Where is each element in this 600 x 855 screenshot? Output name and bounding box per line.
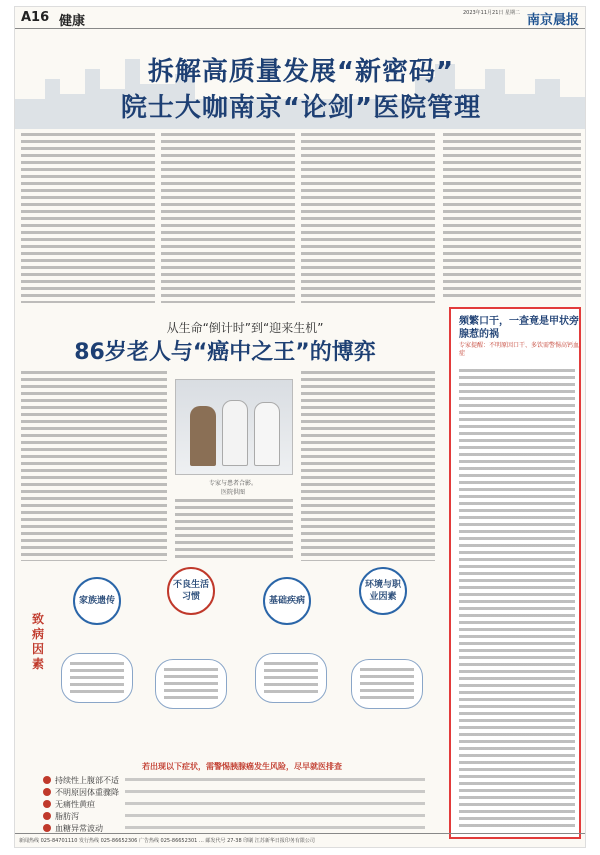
second-story-kicker: 从生命“倒计时”到“迎来生机” [166, 321, 324, 335]
factor-environment-occupation: 环境与职业因素 [359, 567, 407, 615]
issue-date: 2023年11月21日 星期二 [462, 10, 520, 16]
newspaper-logo: 南京晨报 [527, 13, 580, 28]
lead-title-line1: 拆解高质量发展“新密码” [147, 57, 455, 87]
lead-headline [15, 55, 586, 125]
pathogenic-factors-label: 致病因素 [31, 612, 44, 671]
second-article-column-1 [21, 371, 167, 561]
factor-detail-2 [155, 659, 227, 709]
symptom-item: 无痛性黄疸 [43, 798, 441, 810]
symptom-list [43, 774, 441, 834]
factor-detail-3 [255, 653, 327, 703]
factor-underlying-disease: 基础疾病 [263, 577, 311, 625]
second-article-column-3 [301, 371, 435, 561]
page-number: A16 [21, 10, 50, 25]
lead-title-line2: 院士大咖南京“论剑”医院管理 [120, 93, 482, 123]
symptom-item: 脂肪泻 [43, 810, 441, 822]
page-footer: 新闻热线 025-84701110 发行热线 025-86652306 广告热线 025-86652301 … 邮发代号 27-38 印刷 江苏新华日报印务有限公司 [15, 833, 586, 847]
factor-family-heredity: 家族遗传 [73, 577, 121, 625]
patient-doctor-photo [175, 379, 293, 475]
symptom-item: 血糖异常波动 [43, 822, 441, 834]
factor-bad-habits: 不良生活习惯 [167, 567, 215, 615]
newspaper-page [14, 6, 586, 848]
symptom-item: 不明原因体重骤降 [43, 786, 441, 798]
lead-article-column-4 [443, 133, 581, 299]
factor-detail-1 [61, 653, 133, 703]
symptom-item: 持续性上腹部不适 [43, 774, 441, 786]
lead-article-column-3 [301, 133, 435, 303]
symptom-warning-banner: 若出现以下症状，需警惕胰腺癌发生风险，尽早就医排查 [142, 762, 342, 771]
risk-factor-infographic [59, 567, 437, 757]
sidebar-title: 频繁口干，一查竟是甲状旁腺惹的祸 [459, 316, 579, 340]
sidebar-body [459, 369, 575, 831]
section-name: 健康 [59, 14, 86, 29]
sidebar-article [449, 307, 581, 839]
second-story-title: 86岁老人与“癌中之王”的博弈 [74, 340, 376, 365]
lead-article-column-1 [21, 133, 155, 303]
lead-article-column-2 [161, 133, 295, 303]
photo-caption: 专家与患者合影。 医院供图 [208, 480, 257, 496]
page-header [15, 7, 586, 29]
sidebar-subtitle: 专家提醒：不明原因口干、多饮需警惕高钙血症 [459, 342, 580, 357]
factor-detail-4 [351, 659, 423, 709]
second-article-column-2 [175, 499, 293, 561]
